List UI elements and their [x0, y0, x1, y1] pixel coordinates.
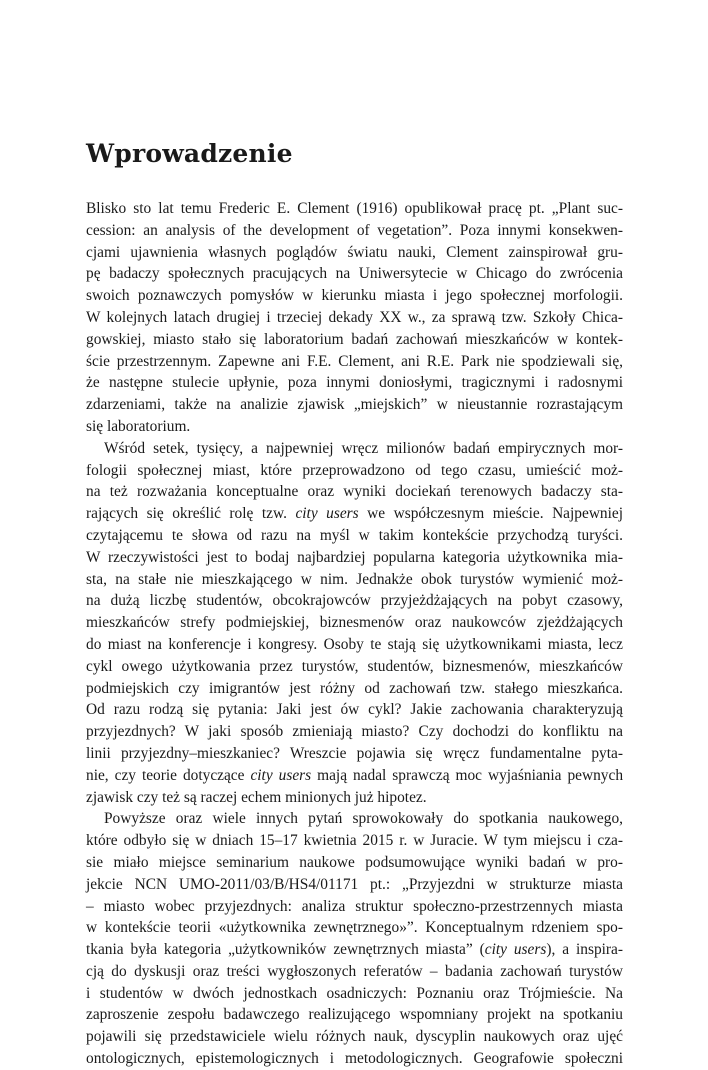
italic-term: city users: [250, 766, 312, 784]
text-line: ście przestrzennym. Zapewne ani F.E. Clement, ani R.E. Park nie spodziewali się,: [86, 352, 623, 370]
paragraph: [86, 198, 623, 438]
text-line: swoich poznawczych pomysłów w kierunku miasta i jego społecznej morfologii.: [86, 287, 623, 305]
text-line: jekcie NCN UMO-2011/03/B/HS4/01171 pt.: „Przyjezdni w strukturze miasta: [86, 875, 623, 893]
text-line: zaproszenie zespołu badawczego realizującego wspomniany projekt na spotkaniu: [86, 1006, 623, 1024]
text-line: że następne stulecie upłynie, poza innymi doniosłymi, tragicznymi i radosnymi: [86, 374, 623, 392]
paragraph: [86, 438, 623, 809]
chapter-title: Wprowadzenie: [86, 139, 293, 168]
paragraph: [86, 808, 623, 1070]
text-line: które odbyło się w dniach 15–17 kwietnia 2015 r. w Juracie. W tym miejscu i cza-: [86, 832, 623, 850]
text-line: zjawisk czy też są raczej echem minionych już hipotez.: [86, 788, 427, 806]
text-line: W rzeczywistości jest to bodaj najbardziej popularna kategoria użytkownika mia-: [86, 548, 623, 566]
text-line: na też rozważania konceptualne oraz wyniki dociekań terenowych badaczy sta-: [86, 483, 623, 501]
text-line: czytającemu te słowa od razu na myśl w takim kontekście przychodzą turyści.: [86, 526, 623, 544]
text-line: na dużą liczbę studentów, obcokrajowców przyjeżdżających na pobyt czasowy,: [86, 592, 623, 610]
text-line: mieszkańców strefy podmiejskiej, biznesmenów oraz naukowców zjeżdżających: [86, 614, 623, 632]
text-line: pojawili się przedstawiciele wielu różnych nauk, dyscyplin naukowych oraz ujęć: [86, 1028, 623, 1046]
text-line: – miasto wobec przyjezdnych: analiza struktur społeczno-przestrzennych miasta: [86, 897, 623, 915]
text-line: sie miało miejsce seminarium naukowe podsumowujące wyniki badań w pro-: [86, 853, 623, 871]
text-line: rających się określić rolę tzw. city users we współczesnym mieście. Najpewniej: [86, 505, 624, 523]
text-line: tkania była kategoria „użytkowników zewnętrznych miasta” (city users), a inspira-: [86, 941, 624, 959]
text-line: cją do dyskusji oraz treści wygłoszonych referatów – badania zachowań turystów: [86, 962, 623, 980]
text-line: się laboratorium.: [86, 417, 191, 435]
text-line: fologii społecznej miast, które przeprowadzono od tego czasu, umieścić moż-: [86, 461, 623, 479]
text-line: linii przyjezdny–mieszkaniec? Wreszcie pojawia się wręcz fundamentalne pyta-: [86, 744, 623, 762]
text-line: do miast na konferencje i kongresy. Osoby te stają się użytkownikami miasta, lecz: [86, 635, 623, 653]
text-line: zdarzeniami, także na analizie zjawisk „miejskich” w nieustannie rozrastającym: [86, 396, 623, 414]
text-line: w kontekście teorii «użytkownika zewnętrznego»”. Konceptualnym rdzeniem spo-: [86, 919, 623, 937]
text-line: pę badaczy społecznych pracujących na Uniwersytecie w Chicago do zwrócenia: [86, 265, 623, 283]
text-line: ontologicznych, epistemologicznych i metodologicznych. Geografowie społeczni: [86, 1050, 623, 1068]
text-line: przyjezdnych? W jaki sposób zmieniają miasto? Czy dochodzi do konfliktu na: [86, 723, 623, 741]
text-line: Powyższe oraz wiele innych pytań sprowokowały do spotkania naukowego,: [104, 810, 623, 828]
text-line: Blisko sto lat temu Frederic E. Clement (1916) opublikował pracę pt. „Plant suc-: [86, 200, 623, 217]
text-line: cykl owego użytkowania przez turystów, studentów, biznesmenów, mieszkańców: [86, 657, 623, 675]
chapter-body: [86, 198, 623, 1070]
text-line: sta, na stałe nie mieszkającego w nim. Jednakże obok turystów wymienić moż-: [86, 570, 623, 588]
text-line: i studentów w dwóch jednostkach osadniczych: Poznaniu oraz Trójmieście. Na: [86, 984, 623, 1002]
text-line: W kolejnych latach drugiej i trzeciej dekady XX w., za sprawą tzw. Szkoły Chica-: [86, 308, 623, 326]
text-line: Wśród setek, tysięcy, a najpewniej wręcz milionów badań empirycznych mor-: [104, 439, 623, 457]
text-line: cjami ujawnienia własnych poglądów światu nauki, Clement zainspirował gru-: [86, 243, 623, 261]
text-line: podmiejskich czy imigrantów jest różny od zachowań tzw. stałego mieszkańca.: [86, 679, 623, 697]
text-line: nie, czy teorie dotyczące city users mają nadal sprawczą moc wyjaśniania pewnych: [86, 766, 624, 784]
text-line: cession: an analysis of the development of vegetation”. Poza innymi konsekwen-: [86, 221, 623, 239]
text-line: gowskiej, miasto stało się laboratorium badań zachowań mieszkańców w kontek-: [86, 330, 623, 348]
text-line: Od razu rodzą się pytania: Jaki jest ów cykl? Jakie zachowania charakteryzują: [86, 701, 623, 719]
italic-term: city users: [484, 941, 547, 959]
italic-term: city users: [295, 505, 359, 523]
